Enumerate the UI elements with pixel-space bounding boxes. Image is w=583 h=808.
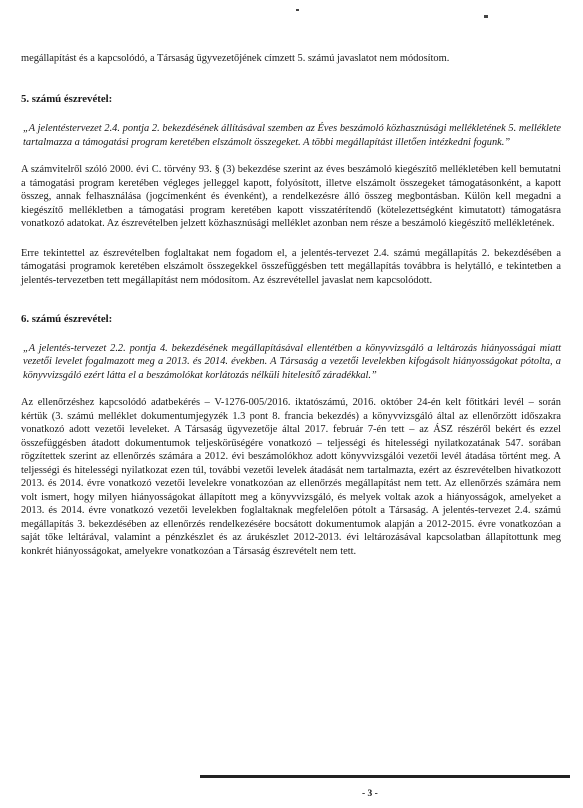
page-number: - 3 - xyxy=(362,789,378,799)
quoted-comment: „A jelentéstervezet 2.4. pontja 2. bekezdésének állításával szemben az Éves beszámoló közhasznúsági mellékletének 5. melléklete tartalmazza a támogatási program keretében elszámolt összegeket. A többi megállapítást illetően intézkedni fogunk.” xyxy=(23,123,561,148)
scan-mark xyxy=(484,15,488,18)
paragraph: Erre tekintettel az észrevételben foglaltakat nem fogadom el, a jelentés-tervezet 2.4. számú megállapítás 2. bekezdésében a támogatási programok keretében elszámolt összegekkel összefüggésben tett megállapítás továbbra is helytálló, e tekintetben a jelentés-tervezetben tett megállapítást nem módosítom. Az észrevétellel javaslat nem kapcsolódott. xyxy=(21,247,561,286)
section-heading: 6. számú észrevétel: xyxy=(21,313,113,325)
document-body xyxy=(21,52,561,558)
paragraph: Az ellenőrzéshez kapcsolódó adatbekérés – V-1276-005/2016. iktatószámú, 2016. október 24-én kelt főtitkári levél – során kértük (3. számú melléklet dokumentumjegyzék 1.3 pont 8. francia bekezdés) a könyvvizsgáló által az ellenőrzött időszakra vonatkozó adott vezetői leveleket. A Társaság ügyvezetője által 2017. február 7-én tett – az ÁSZ részéről bekért és ezzel összefüggésben átadott dokumentumok teljeskörűségére vonatkozó – teljességi és hitelességi nyilatkozatának 547. sorában rögzítettek szerint az ellenőrzés számára a 2012. évi beszámolókhoz adott könyvvizsgálói vezetői levél átadása történt meg. A teljességi és hitelességi nyilatkozat ezen túl, további vezetői levelek átadását nem tartalmazta, ezért az észrevételben hivatkozott 2013. és 2014. évre vonatkozó vezetői levelekre vonatkozóan az ellenőrzés megállapítást nem tett. Az ellenőrzés számára nem volt ismert, hogy milyen hiányosságokat állapított meg a könyvvizsgáló, és melyek voltak azok a hiányosságok, amelyeket a 2013. és 2014. évre vonatkozó vezetői levelekben foglaltaknak megfelelően pótolt a Társaság. A jelentés-tervezet 2.4. számú megállapítás 3. bekezdésében az ellenőrzés rendelkezésére bocsátott dokumentumok alapján a 2012-2015. évre vonatkozóan a saját tőke leltárával, valamint a pénzkészlet és az árukészlet 2012-2013. évi leltározásával kapcsolatban állapítottunk meg konkrét hiányosságokat, amelyekre vonatkozóan a Társaság észrevételt nem tett. xyxy=(21,397,561,557)
footer-rule xyxy=(200,775,570,778)
paragraph: A számvitelről szóló 2000. évi C. törvény 93. § (3) bekezdése szerint az éves beszámoló kiegészítő mellékletében kell bemutatni a támogatási program keretében végleges jelleggel kapott, folyósított, illetve elszámolt összegeket támogatásonként, a kapott összeg, annak felhasználása (jogcímenként és évenként), a rendelkezésre álló összeg megbontásban. Külön kell megadni a kiegészítő mellékletben a támogatási program keretében kapott visszatérítendő (kötelezettségként kimutatott) támogatásra vonatkozó adatokat. Az észrevételben jelzett közhasznúsági melléklet azonban nem része a beszámoló kiegészítő mellékletének. xyxy=(21,164,561,229)
scan-mark xyxy=(296,9,299,11)
paragraph: megállapítást és a kapcsolódó, a Társaság ügyvezetőjének címzett 5. számú javaslatot nem módosítom. xyxy=(21,53,450,64)
section-heading: 5. számú észrevétel: xyxy=(21,92,113,105)
quoted-comment: „A jelentés-tervezet 2.2. pontja 4. bekezdésének megállapításával ellentétben a könyvvizsgáló a leltározás hiányosságai miatt vezetői levelet fogalmazott meg a 2013. és 2014. években. A Társaság a vezetői levelekben kifogásolt hiányosságokat pótolta, a könyvvizsgáló ezért látta el a beszámolókat korlátozás nélküli hitelesítő záradékkal.” xyxy=(23,342,561,381)
